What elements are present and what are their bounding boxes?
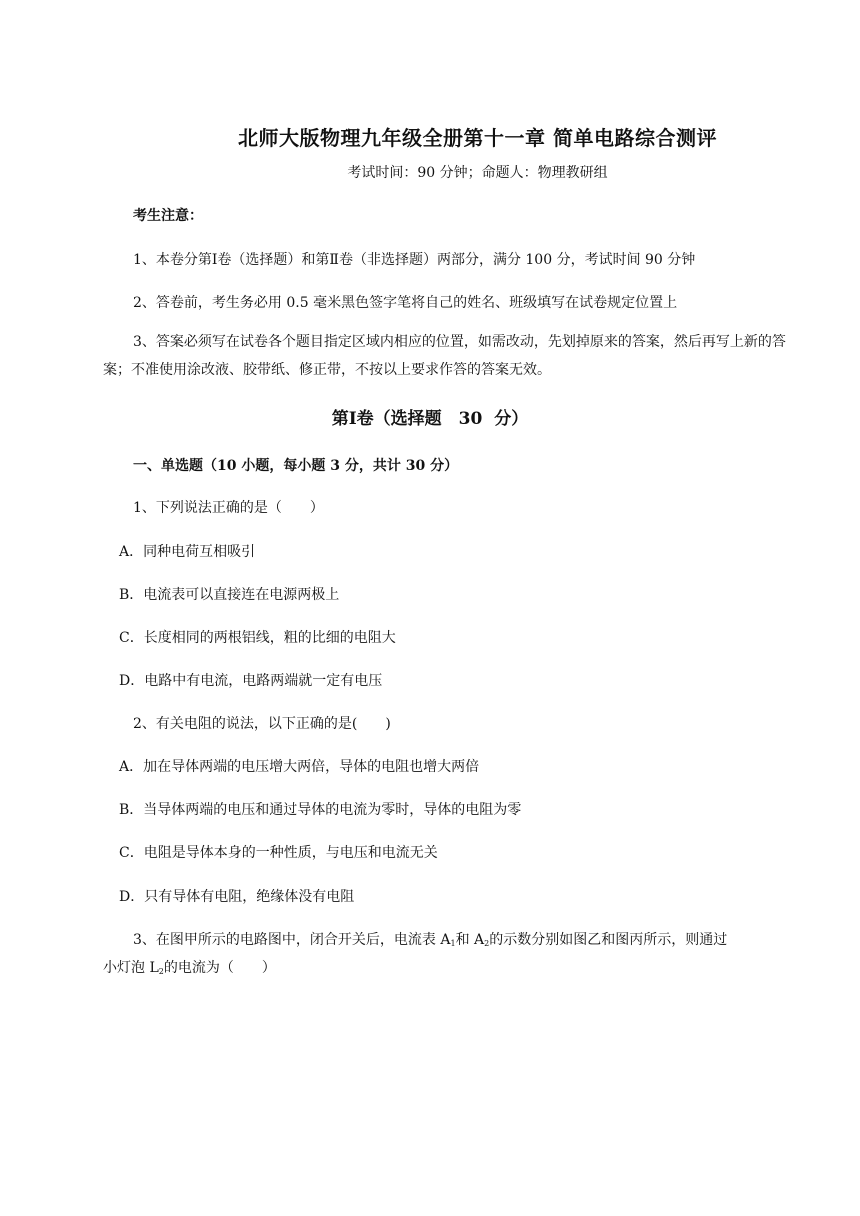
- question-2-option-a: A．加在导体两端的电压增大两倍，导体的电阻也增大两倍: [119, 759, 480, 775]
- notice-item-1: 1、本卷分第Ⅰ卷（选择题）和第Ⅱ卷（非选择题）两部分，满分 100 分，考试时间 90 分钟: [133, 252, 696, 268]
- question-1-option-c: C．长度相同的两根铝线，粗的比细的电阻大: [119, 630, 396, 646]
- question-1-option-d: D．电路中有电流，电路两端就一定有电压: [119, 673, 383, 689]
- question-2-option-c: C．电阻是导体本身的一种性质，与电压和电流无关: [119, 845, 438, 861]
- question-2-option-b: B．当导体两端的电压和通过导体的电流为零时，导体的电阻为零: [119, 802, 522, 818]
- part-heading: 一、单选题（10 小题，每小题 3 分，共计 30 分）: [133, 458, 459, 474]
- question-1-option-a: A．同种电荷互相吸引: [119, 544, 256, 560]
- notice-item-2: 2、答卷前，考生务必用 0.5 毫米黑色签字笔将自己的姓名、班级填写在试卷规定位置上: [133, 295, 678, 311]
- question-3-text-4: 小灯泡 L: [103, 960, 159, 976]
- question-3-text-1: 3、在图甲所示的电路图中，闭合开关后，电流表 A: [133, 932, 451, 948]
- section-title: 第Ⅰ卷（选择题 30 分）: [331, 409, 529, 429]
- question-2-option-d: D．只有导体有电阻，绝缘体没有电阻: [119, 889, 355, 905]
- question-3-text-3: 的示数分别如图乙和图丙所示，则通过: [489, 932, 728, 948]
- question-3-stem-line-1: [133, 929, 727, 949]
- question-3-text-5: 的电流为（ ）: [163, 960, 276, 976]
- exam-info: 考试时间：90 分钟；命题人：物理教研组: [347, 165, 608, 181]
- document-title: 北师大版物理九年级全册第十一章 简单电路综合测评: [238, 126, 717, 150]
- question-3-stem-line-2: [103, 957, 276, 977]
- ammeter-a2-subscript: 2: [484, 939, 490, 948]
- notice-item-3: 3、答案必须写在试卷各个题目指定区域内相应的位置，如需改动，先划掉原来的答案，然后再写上新的答案；不准使用涂改液、胶带纸、修正带，不按以上要求作答的答案无效。: [103, 334, 786, 378]
- ammeter-a1-subscript: 1: [450, 939, 456, 948]
- question-1-stem: 1、下列说法正确的是（ ）: [133, 500, 324, 516]
- notice-heading: 考生注意：: [133, 208, 203, 224]
- lamp-l2-subscript: 2: [158, 967, 164, 976]
- question-1-option-b: B．电流表可以直接连在电源两极上: [119, 587, 340, 603]
- question-3-text-2: 和 A: [455, 932, 485, 948]
- question-2-stem: 2、有关电阻的说法，以下正确的是( ): [133, 716, 391, 732]
